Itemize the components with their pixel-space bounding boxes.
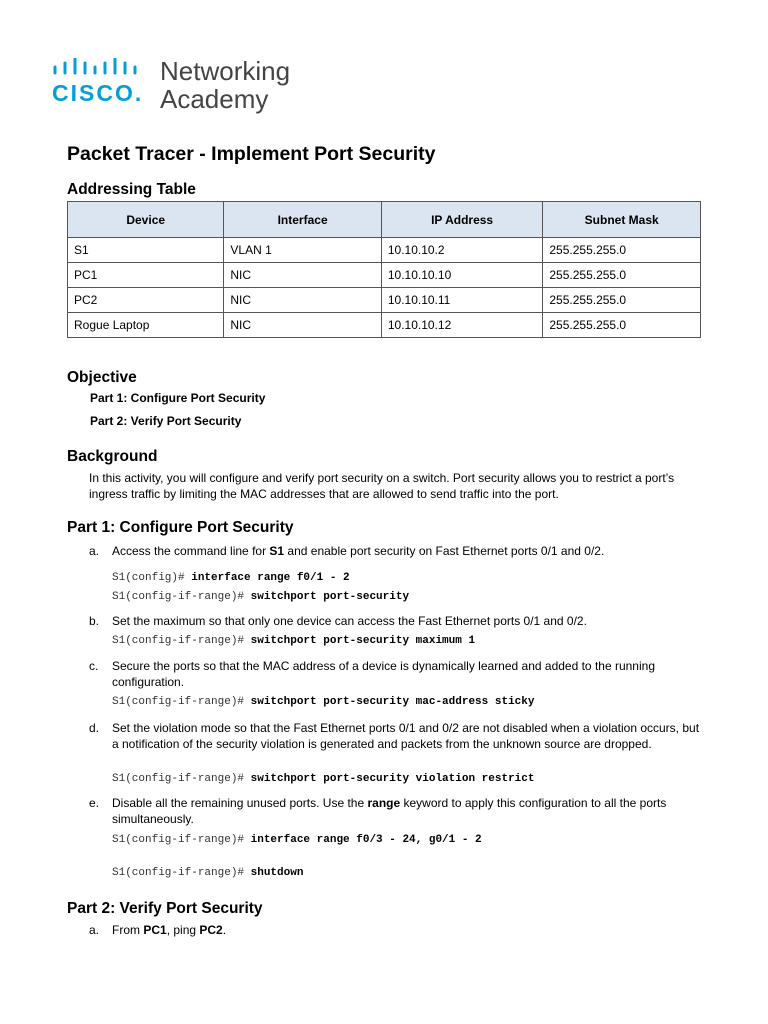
step-letter: c. [89,659,99,673]
device-name: PC2 [199,923,223,937]
part1-step-a-text [112,544,702,560]
table-cell: 10.10.10.12 [381,313,543,338]
cisco-wordmark: CISCO. [52,80,144,106]
cli-command: switchport port-security mac-address sticky [250,696,535,708]
part1-step-c-text: Secure the ports so that the MAC address of a device is dynamically learned and added to the running configuration. [112,659,655,689]
background-heading: Background [67,448,158,465]
table-cell: PC2 [68,288,224,313]
cli-command: switchport port-security violation restrict [250,773,535,785]
table-cell: 255.255.255.0 [543,238,701,263]
command-line [112,635,475,647]
cli-command: switchport port-security [250,591,410,603]
cli-command: switchport port-security maximum 1 [250,635,476,647]
addressing-table-heading: Addressing Table [67,181,196,198]
device-name: PC1 [143,923,167,937]
cli-prompt: S1(config-if-range)# [112,591,251,603]
table-cell: 255.255.255.0 [543,313,701,338]
column-header: Device [68,202,224,238]
page-title: Packet Tracer - Implement Port Security [67,143,436,165]
cli-command: shutdown [250,867,304,879]
table-cell: 255.255.255.0 [543,288,701,313]
column-header: Subnet Mask [543,202,701,238]
command-line [112,773,534,785]
command-line [112,572,350,584]
column-header: IP Address [381,202,543,238]
table-cell: 10.10.10.10 [381,263,543,288]
text-span: . [222,923,227,937]
addressing-table [67,201,701,338]
step-letter: e. [89,796,100,810]
cli-prompt: S1(config-if-range)# [112,834,251,846]
part1-step-d-text: Set the violation mode so that the Fast Ethernet ports 0/1 and 0/2 are not disabled when a violation occurs, but a notification of the security violation is generated and packets from the unknown source are dropped. [112,721,700,751]
text-span: and enable port security on Fast Ethernet ports 0/1 and 0/2. [284,544,605,558]
table-cell: 10.10.10.2 [381,238,543,263]
objective-heading: Objective [67,369,137,386]
objective-part-1: Part 1: Configure Port Security [90,391,266,405]
command-line [112,867,303,879]
table-cell: NIC [224,288,381,313]
table-row [68,238,701,263]
step-letter: b. [89,614,100,628]
table-cell: NIC [224,313,381,338]
background-text: In this activity, you will configure and verify port security on a switch. Port security allows you to restrict a port’s ingress traffic by limiting the MAC addresses that are allowed to send traffic into the port. [89,471,675,501]
command-line [112,591,409,603]
table-row [68,263,701,288]
table-row [68,313,701,338]
table-cell: S1 [68,238,224,263]
step-letter: a. [89,544,100,558]
cli-prompt: S1(config-if-range)# [112,635,251,647]
part2-heading: Part 2: Verify Port Security [67,900,263,917]
text-span: From [112,923,144,937]
logo-line-academy: Academy [160,84,269,114]
cli-prompt: S1(config-if-range)# [112,773,251,785]
device-name: S1 [269,544,285,558]
part1-step-e-text [112,796,702,827]
cli-command: interface range f0/3 - 24, g0/1 - 2 [250,834,482,846]
part2-step-a-text [112,923,702,939]
step-letter: d. [89,721,100,735]
text-span: , ping [166,923,200,937]
logo-line-networking: Networking [160,56,291,86]
keyword: range [367,796,401,810]
objective-part-2: Part 2: Verify Port Security [90,414,242,428]
cli-prompt: S1(config)# [112,572,192,584]
cli-prompt: S1(config-if-range)# [112,867,251,879]
cisco-networking-academy-logo [52,58,312,118]
column-header: Interface [224,202,381,238]
table-cell: 255.255.255.0 [543,263,701,288]
table-row [68,288,701,313]
cisco-bars-icon [52,58,152,78]
table-cell: PC1 [68,263,224,288]
cli-prompt: S1(config-if-range)# [112,696,251,708]
step-letter: a. [89,923,100,937]
command-line [112,696,534,708]
part1-step-b-text: Set the maximum so that only one device can access the Fast Ethernet ports 0/1 and 0/2. [112,614,587,628]
text-span: Disable all the remaining unused ports. Use the [112,796,368,810]
command-line [112,834,482,846]
cli-command: interface range f0/1 - 2 [191,572,350,584]
table-cell: 10.10.10.11 [381,288,543,313]
text-span: keyword to apply this configuration to all the ports simultaneously. [112,796,667,826]
table-header-row [68,202,701,238]
table-cell: Rogue Laptop [68,313,224,338]
part1-heading: Part 1: Configure Port Security [67,519,294,536]
text-span: Access the command line for [112,544,270,558]
table-cell: NIC [224,263,381,288]
table-cell: VLAN 1 [224,238,381,263]
